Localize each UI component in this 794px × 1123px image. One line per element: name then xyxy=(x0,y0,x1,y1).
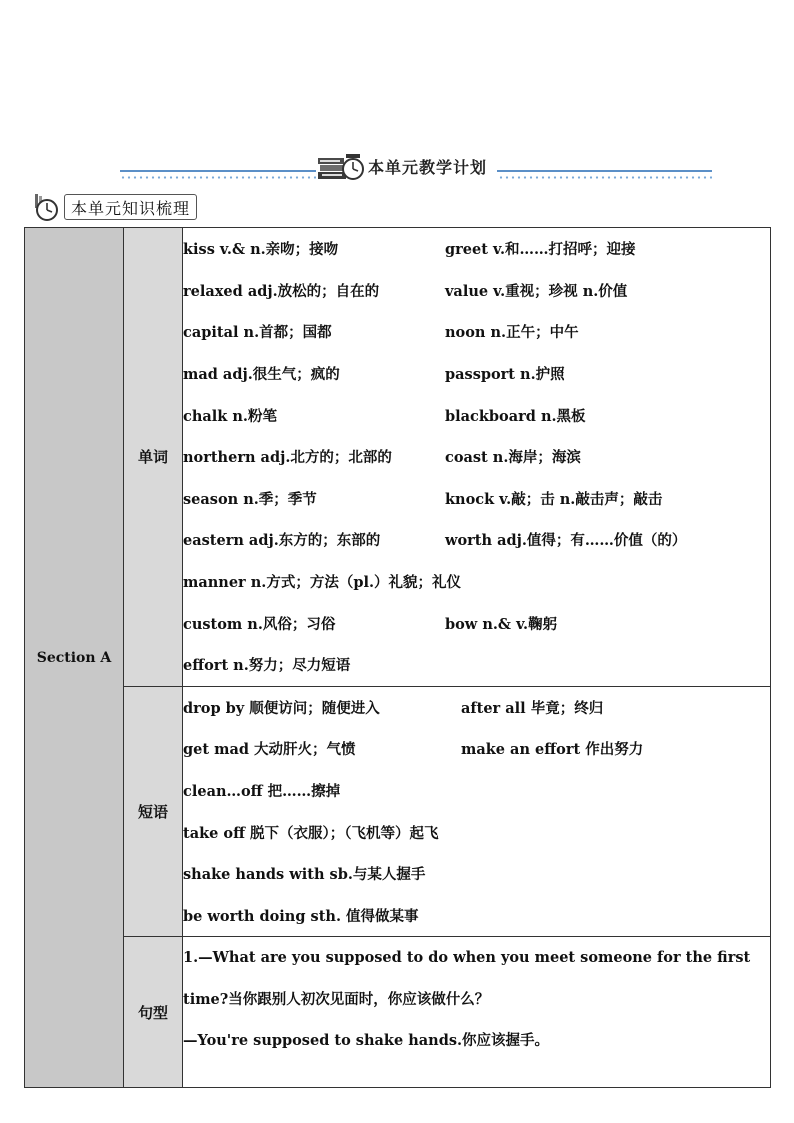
tag-label: 本单元知识梳理 xyxy=(71,198,191,218)
phrase-entry: after all 毕竟；终归 xyxy=(461,699,604,717)
vocab-entry: mad adj.很生气；疯的 xyxy=(183,366,340,384)
phrase-entry: be worth doing sth. 值得做某事 xyxy=(183,907,419,925)
phrase-category-cell xyxy=(124,686,183,937)
clock-books-icon xyxy=(32,192,62,222)
vocab-entry: bow n.& v.鞠躬 xyxy=(445,615,558,633)
vocab-entry: knock v.敲；击 n.敲击声；敲击 xyxy=(445,490,663,508)
banner-title-box xyxy=(316,152,497,180)
vocab-entry: worth adj.值得；有……价值（的） xyxy=(445,532,687,550)
unit-plan-banner xyxy=(120,150,712,184)
vocab-entry: capital n.首都；国都 xyxy=(183,324,332,342)
phrase-row xyxy=(25,686,771,937)
phrase-line xyxy=(183,687,770,729)
sentence-category: 句型 xyxy=(137,1003,168,1022)
phrase-line xyxy=(183,728,770,770)
sentence-category-cell xyxy=(124,937,183,1088)
phrase-entry: get mad 大动肝火；气愤 xyxy=(183,741,356,759)
vocab-entry: passport n.护照 xyxy=(445,366,565,384)
vocab-line xyxy=(183,270,770,312)
vocab-line xyxy=(183,353,770,395)
phrase-line xyxy=(183,811,770,853)
vocab-line xyxy=(183,228,770,270)
vocab-content xyxy=(183,228,771,687)
phrase-category: 短语 xyxy=(137,802,168,821)
knowledge-table xyxy=(24,227,771,1088)
phrase-line xyxy=(183,895,770,937)
vocab-line xyxy=(183,602,770,644)
phrase-entry: take off 脱下（衣服）；（飞机等）起飞 xyxy=(183,824,439,842)
phrase-content xyxy=(183,686,771,937)
phrase-entry: drop by 顺便访问；随便进入 xyxy=(183,699,380,717)
tag-label-box xyxy=(64,194,197,220)
vocab-line xyxy=(183,478,770,520)
vocab-line xyxy=(183,644,770,686)
vocab-line xyxy=(183,436,770,478)
section-label: Section A xyxy=(36,649,112,666)
vocab-entry: custom n.风俗；习俗 xyxy=(183,615,336,633)
banner-title: 本单元教学计划 xyxy=(368,157,488,177)
vocab-entry: greet v.和……打招呼；迎接 xyxy=(445,241,636,259)
phrase-entry: shake hands with sb.与某人握手 xyxy=(183,866,426,884)
sentence-block xyxy=(183,937,770,1062)
vocab-entry: season n.季；季节 xyxy=(183,490,317,508)
vocab-entry: effort n.努力；尽力短语 xyxy=(183,657,351,675)
books-clock-icon xyxy=(316,152,364,182)
phrase-line xyxy=(183,853,770,895)
vocab-line xyxy=(183,394,770,436)
phrase-entry: make an effort 作出努力 xyxy=(461,741,644,759)
vocab-entry: kiss v.& n.亲吻；接吻 xyxy=(183,241,339,259)
vocab-entry: northern adj.北方的；北部的 xyxy=(183,449,392,467)
vocab-line xyxy=(183,519,770,561)
vocab-line xyxy=(183,311,770,353)
sentence-row xyxy=(25,937,771,1088)
knowledge-summary-tag xyxy=(32,193,197,221)
vocab-entry: eastern adj.东方的；东部的 xyxy=(183,532,381,550)
sentence-content xyxy=(183,937,771,1088)
vocab-category-cell xyxy=(124,228,183,687)
vocab-line xyxy=(183,561,770,603)
vocab-row xyxy=(25,228,771,687)
vocab-entry: coast n.海岸；海滨 xyxy=(445,449,581,467)
vocab-entry: noon n.正午；中午 xyxy=(445,324,579,342)
vocab-entry: chalk n.粉笔 xyxy=(183,407,277,425)
vocab-entry: relaxed adj.放松的；自在的 xyxy=(183,282,380,300)
vocab-entry: blackboard n.黑板 xyxy=(445,407,586,425)
vocab-category: 单词 xyxy=(137,448,168,467)
sentence-line: —You're supposed to shake hands.你应该握手。 xyxy=(183,1032,550,1050)
vocab-entry: value v.重视；珍视 n.价值 xyxy=(445,282,628,300)
sentence-line: 1.—What are you supposed to do when you meet someone for the first xyxy=(183,949,751,967)
vocab-entry: manner n.方式；方法（pl.）礼貌；礼仪 xyxy=(183,574,462,592)
sentence-line: time?当你跟别人初次见面时，你应该做什么？ xyxy=(183,990,490,1008)
phrase-line xyxy=(183,770,770,812)
phrase-entry: clean…off 把……擦掉 xyxy=(183,783,341,801)
section-label-cell xyxy=(25,228,124,1088)
